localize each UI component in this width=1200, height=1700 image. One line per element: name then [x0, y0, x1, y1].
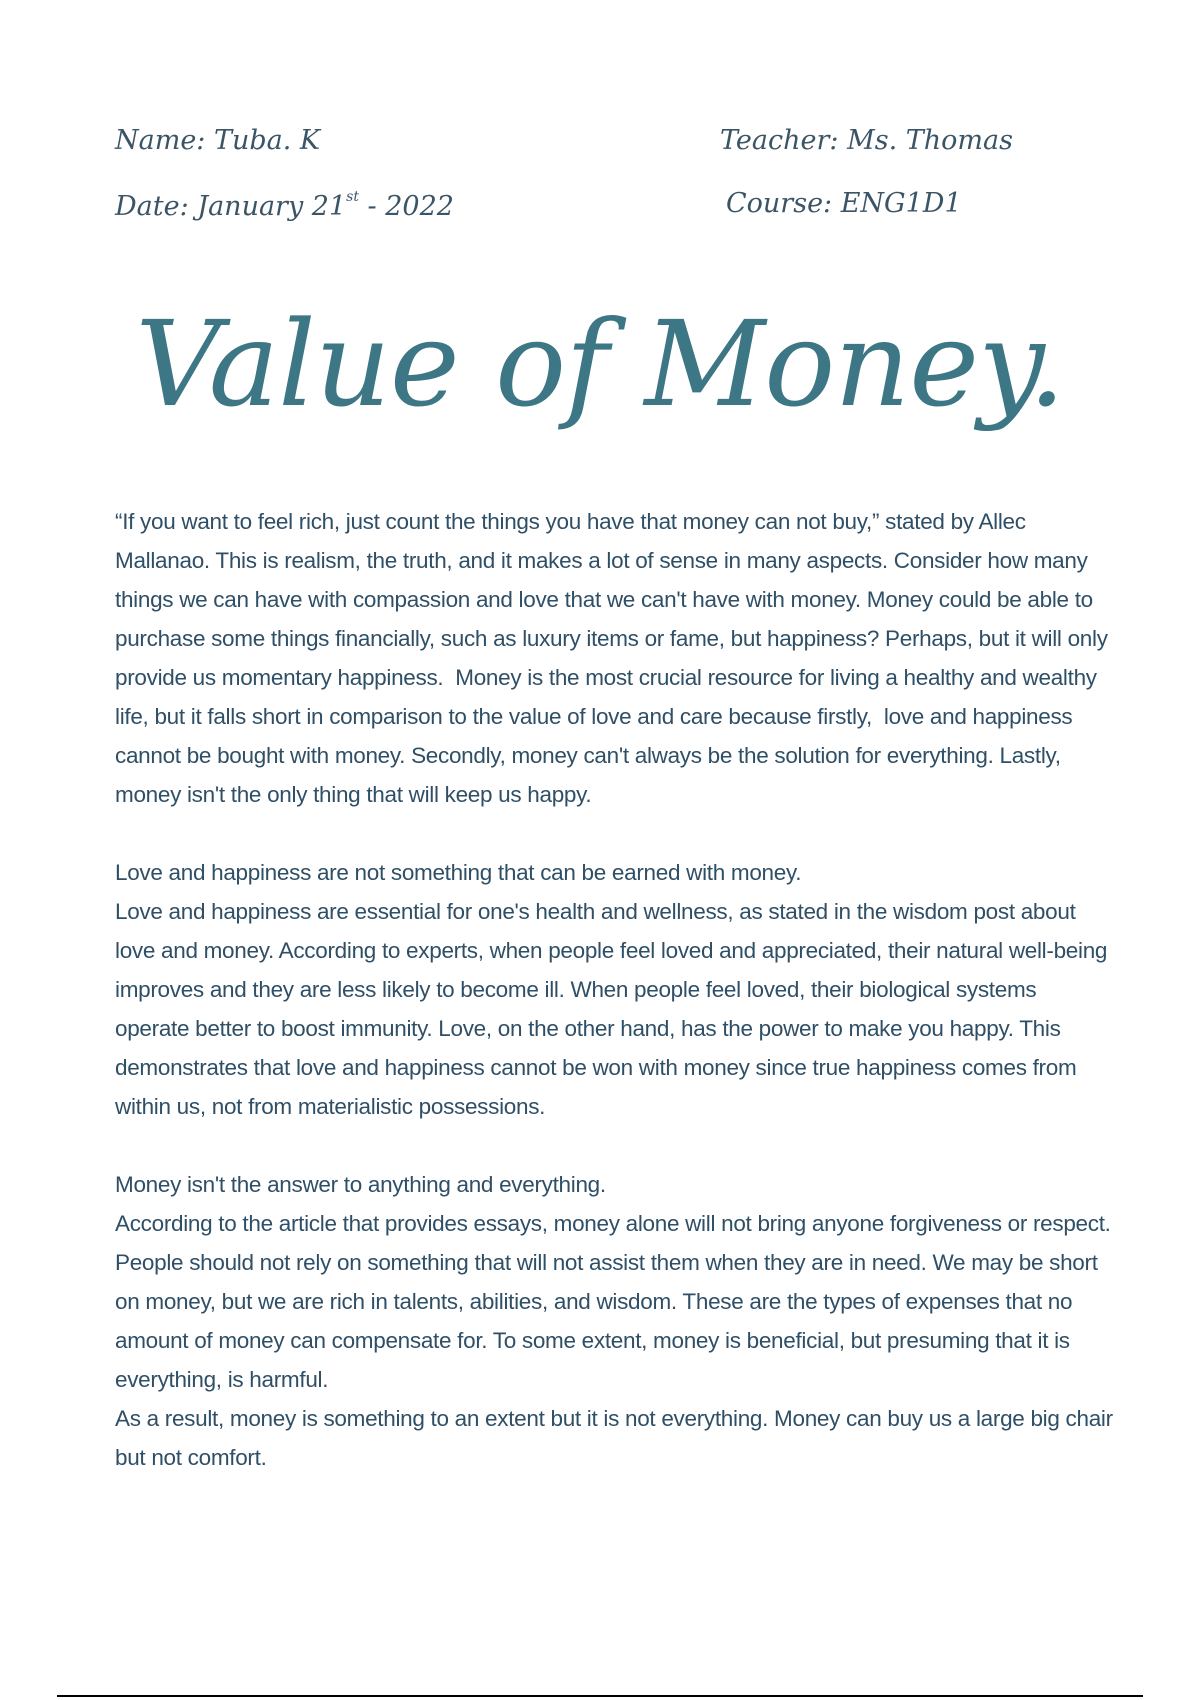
teacher-name: Teacher: Ms. Thomas [720, 125, 1013, 156]
answer-section-heading: Money isn't the answer to anything and everything. [115, 1172, 606, 1197]
answer-section-paragraph: According to the article that provides essays, money alone will not bring anyone forgiveness or respect. People should not rely on something that will not assist them when they are in need. We may be short on money, but we are rich in talents, abilities, and wisdom. These are the types of expenses that no amount of money can compensate for. To some extent, money is beneficial, but presuming that it is everything, is harmful. [115, 1211, 1117, 1392]
student-name: Name: Tuba. K [115, 125, 321, 156]
assignment-date [115, 190, 454, 220]
date-year: - 2022 [358, 191, 454, 222]
love-section-heading: Love and happiness are not something that can be earned with money. [115, 860, 802, 885]
conclusion-paragraph: As a result, money is something to an extent but it is not everything. Money can buy us a large big chair but not comfort. [115, 1406, 1119, 1470]
date-ordinal-suffix: st [346, 189, 359, 205]
essay-body [115, 502, 1119, 1477]
paragraph-gap [115, 1126, 1115, 1165]
paragraph-gap [115, 814, 1115, 853]
course-code: Course: ENG1D1 [726, 188, 962, 219]
page-bottom-rule [57, 1695, 1143, 1697]
date-prefix: Date: January 21 [115, 191, 347, 222]
intro-paragraph: “If you want to feel rich, just count the things you have that money can not buy,” stated by Allec Mallanao. This is realism, the truth, and it makes a lot of sense in many aspects. Consider how many things we can have with compassion and love that we can't have with money. Money could be able to purchase some things financially, such as luxury items or fame, but happiness? Perhaps, but it will only provide us momentary happiness. Money is the most crucial resource for living a healthy and wealthy life, but it falls short in comparison to the value of love and care because firstly, love and happiness cannot be bought with money. Secondly, money can't always be the solution for everything. Lastly, money isn't the only thing that will keep us happy. [115, 509, 1114, 807]
love-section-paragraph: Love and happiness are essential for one's health and wellness, as stated in the wisdom post about love and money. According to experts, when people feel loved and appreciated, their natural well-being improves and they are less likely to become ill. When people feel loved, their biological systems operate better to boost immunity. Love, on the other hand, has the power to make you happy. This demonstrates that love and happiness cannot be won with money since true happiness comes from within us, not from materialistic possessions. [115, 899, 1114, 1119]
essay-title: Value of Money. [135, 295, 1065, 433]
